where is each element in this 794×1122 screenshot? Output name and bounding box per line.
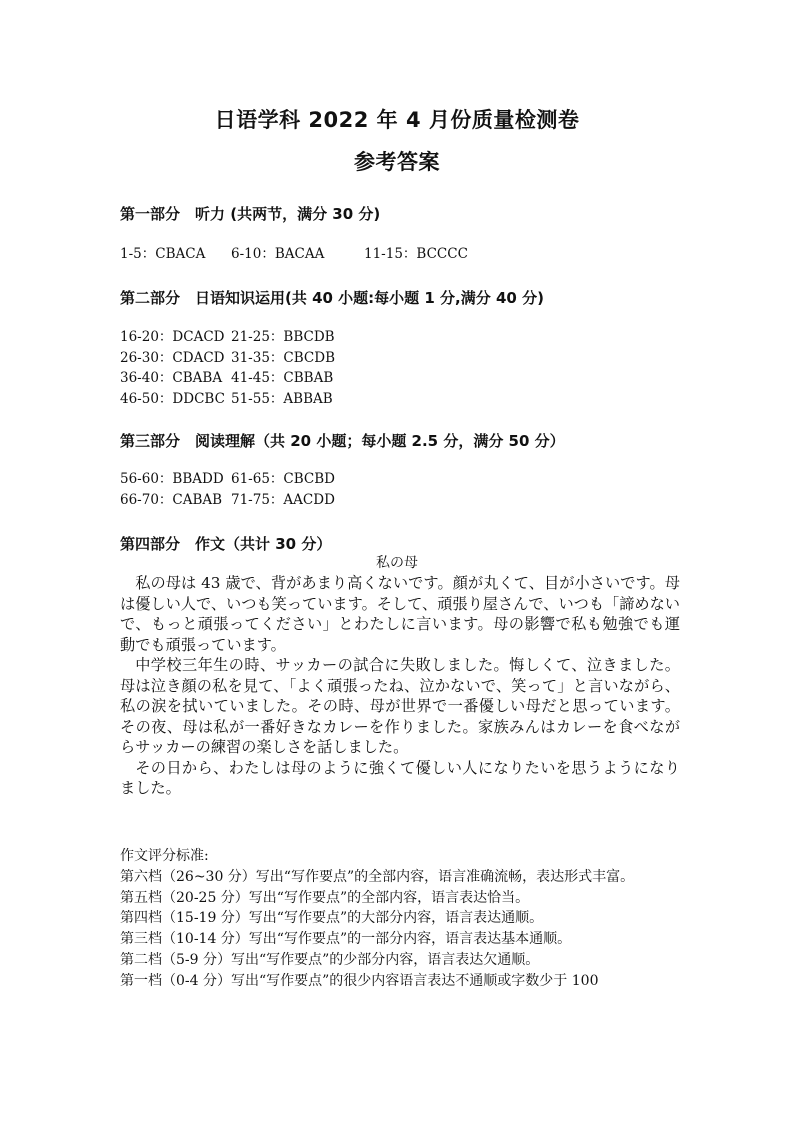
document-subtitle: 参考答案 (354, 150, 440, 174)
answer-group: 66-70：CABAB (120, 491, 223, 508)
answer-row (120, 348, 335, 369)
answer-row (120, 244, 468, 265)
scoring-criteria (120, 846, 686, 992)
answer-row (120, 389, 335, 410)
criteria-item: 第六档（26~30 分）写出“写作要点”的全部内容，语言准确流畅，表达形式丰富。 (120, 868, 635, 885)
criteria-item: 第五档（20-25 分）写出“写作要点”的全部内容，语言表达恰当。 (120, 889, 530, 906)
part1-heading: 第一部分 听力 (共两节，满分 30 分) (120, 205, 381, 223)
answer-group: 26-30：CDACD (120, 349, 225, 366)
answer-group: 46-50：DDCBC (120, 390, 225, 407)
answer-group: 31-35：CBCDB (231, 349, 335, 366)
criteria-item: 第三档（10-14 分）写出“写作要点”的一部分内容，语言表达基本通顺。 (120, 931, 572, 948)
essay-title: 私の母 (376, 555, 418, 571)
answer-group: 21-25：BBCDB (231, 329, 335, 345)
part4-heading: 第四部分 作文（共计 30 分） (120, 535, 332, 553)
criteria-item: 第一档（0-4 分）写出“写作要点”的很少内容语言表达不通顺或字数少于 100 (120, 972, 599, 989)
essay-paragraph: 中学校三年生の時、サッカーの試合に失敗しました。悔しくて、泣きました。母は泣き顔の私を見て、「よく頑張ったね、泣かないで、笑って」と言いながら、私の涙を拭いていました。その時、母が世界で一番優しい母だと思っています。その夜、母は私が一番好きなカレーを作りました。家族みんはカレーを食べながらサッカーの練習の楽しさを話しました。 (120, 656, 680, 756)
essay-paragraph: その日から、わたしは母のように強くて優しい人になりたいを思うようになりました。 (120, 758, 680, 797)
criteria-item: 第二档（5-9 分）写出“写作要点”的少部分内容，语言表达欠通顺。 (120, 951, 540, 968)
criteria-item: 第四档（15-19 分）写出“写作要点”的大部分内容，语言表达通顺。 (120, 910, 544, 927)
answer-group: 11-15：BCCCC (364, 246, 468, 262)
criteria-heading: 作文评分标准: (120, 848, 209, 864)
answer-row (120, 469, 335, 490)
part1-answers (120, 244, 468, 265)
answer-row (120, 490, 335, 511)
essay-body (120, 573, 680, 799)
part2-answers (120, 327, 335, 409)
part3-answers (120, 469, 335, 510)
answer-group: 36-40：CBABA (120, 370, 223, 386)
answer-group: 6-10：BACAA (231, 246, 325, 262)
document-title: 日语学科 2022 年 4 月份质量检测卷 (214, 108, 580, 132)
answer-group: 61-65：CBCBD (231, 471, 335, 487)
answer-group: 41-45：CBBAB (231, 370, 334, 386)
answer-group: 16-20：DCACD (120, 329, 225, 345)
essay-paragraph: 私の母は 43 歳で、背があまり高くないです。顔が丸くて、目が小さいです。母は優しい人で、いつも笑っています。そして、頑張り屋さんで、いつも「諦めないで、もっと頑張ってください」とわたしに言います。母の影響で私も勉強でも運動でも頑張っています。 (120, 574, 680, 654)
answer-row (120, 368, 335, 389)
part2-heading: 第二部分 日语知识运用(共 40 小题:每小题 1 分,满分 40 分) (120, 289, 544, 307)
answer-group: 51-55：ABBAB (231, 390, 333, 407)
part3-heading: 第三部分 阅读理解（共 20 小题；每小题 2.5 分，满分 50 分） (120, 432, 565, 450)
answer-group: 1-5：CBACA (120, 246, 206, 262)
answer-group: 56-60：BBADD (120, 471, 224, 487)
answer-row (120, 327, 335, 348)
answer-group: 71-75：AACDD (231, 491, 335, 508)
